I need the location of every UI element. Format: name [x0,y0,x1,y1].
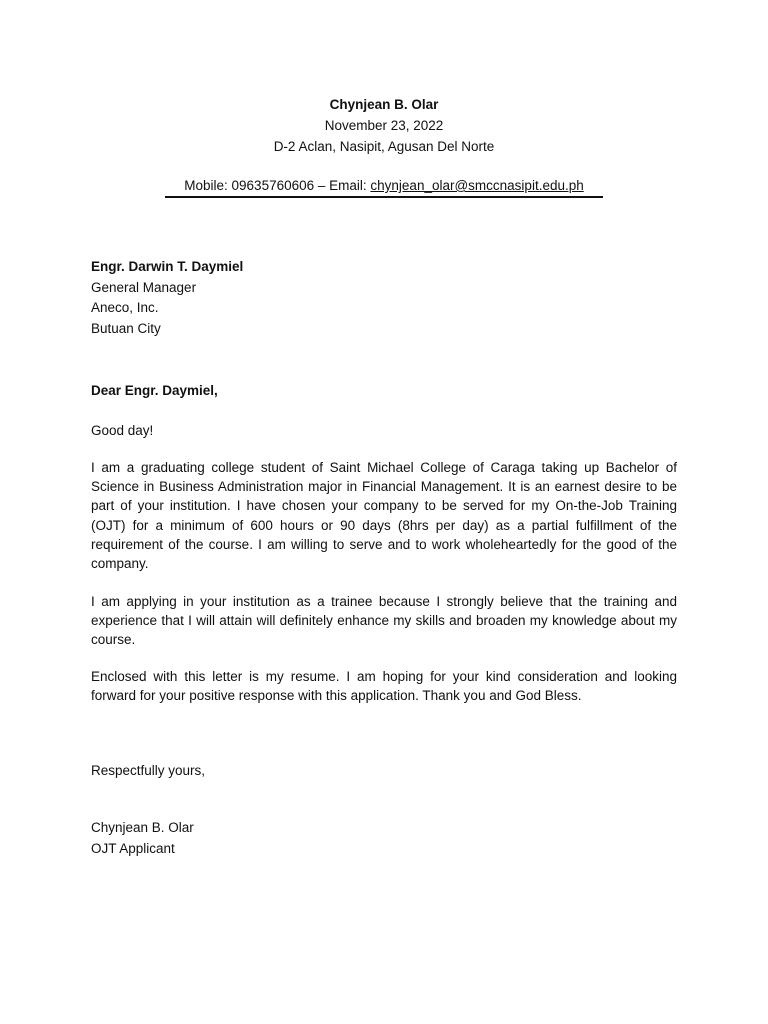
recipient-city: Butuan City [91,320,161,336]
recipient-company: Aneco, Inc. [91,300,159,315]
contact-mobile: Mobile: 09635760606 – Email: [184,178,371,193]
signature-name: Chynjean B. Olar [91,820,194,835]
header-divider [165,196,603,198]
greeting [91,421,677,442]
body-paragraph-3: Enclosed with this letter is my resume. I am hoping for your kind consideration and looking forward for your positive response with this application. Thank you and God Bless. [91,669,677,704]
closing-text: Respectfully yours, [91,763,206,778]
recipient-name: Engr. Darwin T. Daymiel [91,259,244,274]
body-paragraph-1: I am a graduating college student of Saint Michael College of Caraga taking up Bachelor of Science in Business Administration major in Financial Management. It is an earnest desire to be part of your institution. I have chosen your company to be served for my On-the-Job Training (OJT) for a minimum of 600 hours or 90 days (8hrs per day) as a partial fulfillment of the requirement of the course. I am willing to serve and to work wholeheartedly for the good of the company. [91,460,677,572]
closing [91,761,677,782]
recipient-title: General Manager [91,279,197,295]
signature-block [91,818,677,859]
recipient-block [91,257,677,339]
email-link[interactable]: chynjean_olar@smccnasipit.edu.ph [370,178,584,193]
sender-name: Chynjean B. Olar [329,97,439,112]
signature-role: OJT Applicant [91,840,175,856]
body-paragraph-2: I am applying in your institution as a trainee because I strongly believe that the training and experience that I will attain will definitely enhance my skills and broaden my knowledge about my course. [91,594,677,648]
sender-address: D-2 Aclan, Nasipit, Agusan Del Norte [273,139,495,154]
salutation-text: Dear Engr. Daymiel, [91,383,218,398]
letter-date: November 23, 2022 [324,118,444,133]
greeting-text: Good day! [91,423,154,438]
salutation [91,381,677,402]
sender-contact [0,177,768,195]
